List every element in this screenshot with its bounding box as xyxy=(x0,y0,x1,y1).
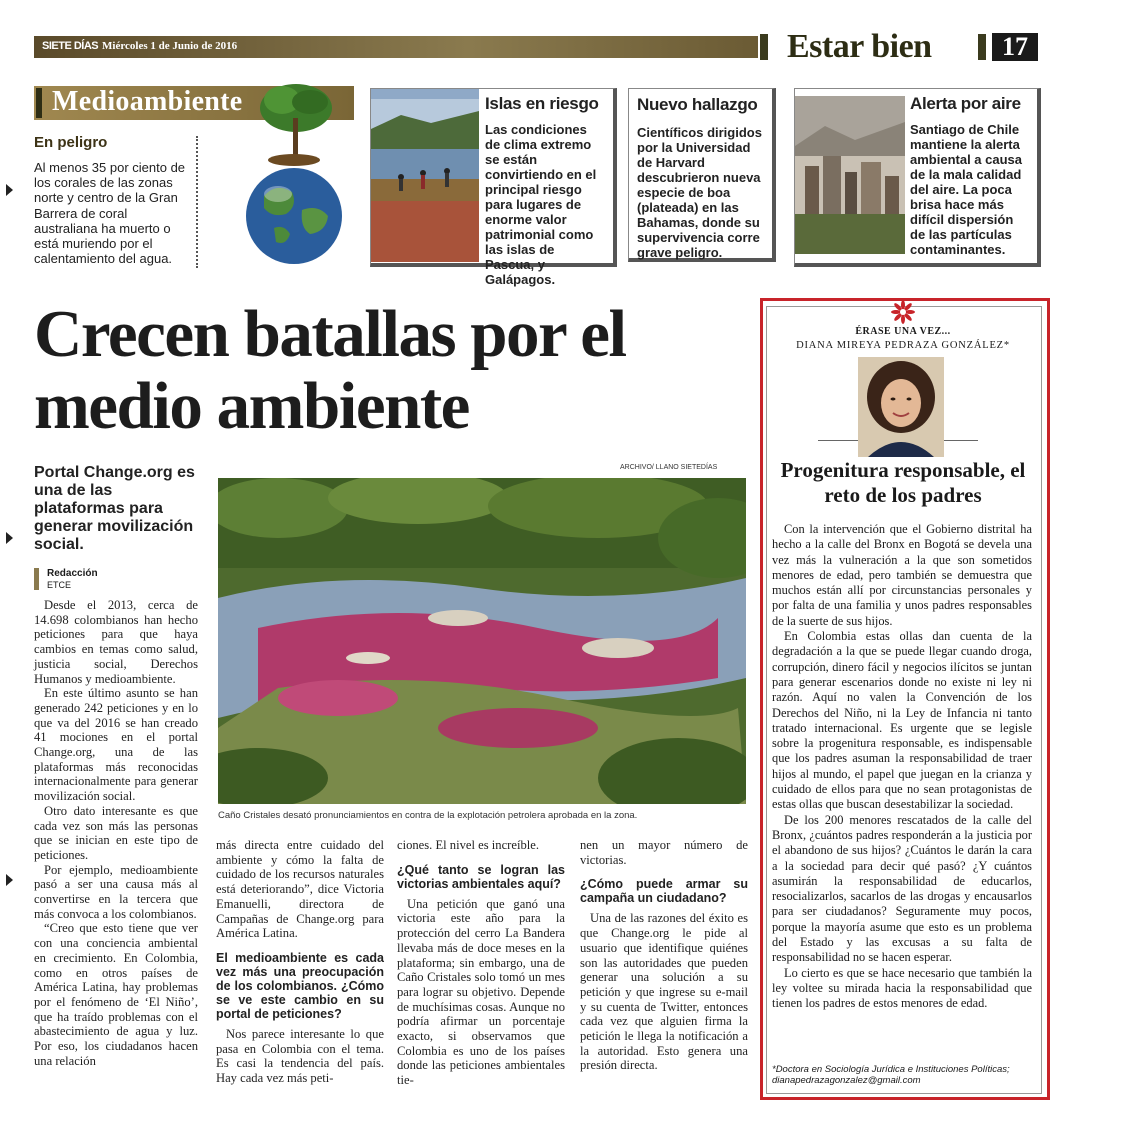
paragraph: Una de las razones del éxito es que Change.org le pide al usuario que identifique quiénes son las autoridades que pueden generar una solución a su petición y que ingrese su e-mail y su cuenta de Twitter, entonces cada vez que alguien firma la petición le llega la notificación a la autoridad. Esto genera una presión directa. xyxy=(580,911,748,1073)
environment-banner-marker xyxy=(36,88,42,118)
photo-caption: Caño Cristales desató pronunciamientos en contra de la explotación petrolera aprobada en la zona. xyxy=(218,810,638,821)
brand-logo: SIETE DÍAS xyxy=(42,40,99,52)
teaser-hallazgo-body: Científicos dirigidos por la Universidad de Harvard descubrieron nueva especie de boa (plateada) en las Bahamas, donde su supervivencia corre grave peligro. xyxy=(637,125,762,260)
left-arrow-icon xyxy=(6,874,13,886)
paragraph: Por ejemplo, medioambiente pasó a ser una causa más al convertirse en la tercera que más convoca a los colombianos. xyxy=(34,862,198,921)
paragraph: En Colombia estas ollas dan cuenta de la degradación a la que se puede llegar cuando droga, corrupción, dinero fácil y negocios ilícitos se juntan para generar escenarios donde no existe ni ley ni razón. Aquí no valen la Convención de los Derechos del Niño, ni la Ley de Infancia ni tanto tratado internacional. Es urgente que se legisle sobre la progenitura responsable, es indispensable que los padres asuman la responsabilidad de traer hijos al mundo, el papel que juegan en la crianza y cuidado de ellos para que no sean protagonistas de estas ollas que buscan desestabilizar la sociedad. xyxy=(772,629,1032,812)
paragraph: ciones. El nivel es increíble. xyxy=(397,838,539,852)
paragraph: “Creo que esto tiene que ver con una conciencia ambiental en crecimiento. En Colombia, como en otros países de América Latina, hay problemas por el fenómeno de ‘El Niño’, que ha traído problemas con el abastecimiento de agua y luz. Por eso, los ciudadanos hacen una relación xyxy=(34,921,198,1068)
paragraph: nen un mayor número de victorias. xyxy=(580,838,748,867)
author-portrait xyxy=(858,357,944,457)
teaser-hallazgo-title: Nuevo hallazgo xyxy=(637,95,758,114)
lead-body: Al menos 35 por ciento de los corales de las zonas norte y centro de la Gran Barrera de coral australiana ha muerto o está muriendo por el calentamiento del agua. xyxy=(34,160,186,267)
paragraph: Otro dato interesante es que cada vez son más las personas que se inician en este tipo de peticiones. xyxy=(34,803,198,862)
teaser-aire-text xyxy=(910,94,1030,257)
photo-credit: ARCHIVO/ LLANO SIETEDÍAS xyxy=(620,464,718,471)
teaser-hallazgo xyxy=(628,88,776,262)
left-arrow-icon xyxy=(6,532,13,544)
deck: Portal Change.org es una de las plataformas para generar movilización social. xyxy=(34,464,195,553)
paragraph: Desde el 2013, cerca de 14.698 colombianos han hecho peticiones para que haya cambios en temas como salud, justicia social, Derechos Humanos y medioambiente. xyxy=(34,598,198,686)
lead-heading: En peligro xyxy=(34,134,108,151)
paragraph: más directa entre cuidado del ambiente y cómo la falta de cuidado de los recursos naturales está deteriorando”, dice Victoria Emanuelli, directora de Campañas de Change.org para América Latina. xyxy=(216,838,384,941)
issue-date: Miércoles 1 de Junio de 2016 xyxy=(102,40,238,52)
teaser-aire-body: Santiago de Chile mantiene la alerta ambiental a causa de la mala calidad del aire. La poca brisa hace más difícil dispersión de las partículas contaminantes. xyxy=(910,122,1022,257)
globe-tree-illustration xyxy=(244,78,342,266)
interview-question: ¿Cómo puede armar su campaña un ciudadano? xyxy=(580,877,748,906)
author-email: dianapedrazagonzalez@gmail.com xyxy=(772,1075,921,1086)
teaser-aire-title: Alerta por aire xyxy=(910,94,1021,113)
interview-question: ¿Qué tanto se logran las victorias ambientales aquí? xyxy=(397,862,565,891)
teaser-islas-title: Islas en riesgo xyxy=(485,94,599,113)
opinion-author: DIANA MIREYA PEDRAZA GONZÁLEZ* xyxy=(796,340,1010,351)
article-column-2 xyxy=(216,838,384,1086)
cano-cristales-photo xyxy=(218,478,746,804)
teaser-islas-body: Las condiciones de clima extremo se están convirtiendo en el principal riesgo para lugares de enorme valor patrimonial como las islas de Pascua, y Galápagos. xyxy=(485,122,597,287)
opinion-title: Progenitura responsable, el reto de los padres xyxy=(780,458,1026,507)
teaser-islas-text xyxy=(485,94,605,287)
section-title: Estar bien xyxy=(787,28,932,65)
left-arrow-icon xyxy=(6,184,13,196)
paragraph: Lo cierto es que se hace necesario que también la ley voltee su mirada hacia la responsabilidad que tienen los padres de estos menores de edad. xyxy=(772,965,1032,1011)
byline-marker xyxy=(34,568,39,590)
paragraph: Una petición que ganó una victoria este año para la protección del cerro La Bandera llevaba más de doce meses en la plataforma; sin embargo, una de Caño Cristales solo tomó un mes para lograr su objetivo. Depende de muchísimas cosas. Aunque no podría afirmar un porcentaje exacto, si observamos que Colombia es uno de los países donde las peticiones ambientales tie- xyxy=(397,896,565,1088)
opinion-body xyxy=(772,522,1032,1012)
dotted-divider xyxy=(196,136,198,268)
page-number: 17 xyxy=(992,33,1038,61)
byline-role: Redacción xyxy=(47,568,98,579)
article-column-4 xyxy=(580,838,748,1073)
opinion-footnote xyxy=(772,1064,1032,1086)
islas-photo xyxy=(371,89,479,262)
headline: Crecen batallas por el medio ambiente xyxy=(34,297,626,443)
opinion-kicker: ÉRASE UNA VEZ... xyxy=(855,326,951,337)
paragraph: En este último asunto se han generado 242 peticiones y en lo que va del 2016 se han creado 41 mociones en el portal Change.org, una de las plataformas más reconocidas internacionalmente para generar movilización social. xyxy=(34,686,198,804)
flower-icon xyxy=(891,300,915,324)
interview-question: El medioambiente es cada vez más una preocupación de los colombianos. ¿Cómo se ve este cambio en su portal de peticiones? xyxy=(216,950,384,1021)
page-marker xyxy=(978,34,986,60)
footnote-credentials: *Doctora en Sociología Jurídica e Instituciones Políticas; xyxy=(772,1064,1010,1075)
byline-agency: ETCE xyxy=(47,580,72,590)
section-marker xyxy=(760,34,768,60)
article-column-3 xyxy=(397,838,565,1088)
paragraph: De los 200 menores rescatados de la calle del Bronx, ¿cuántos padres responderán a la justicia por el abandono de sus hijos? ¿Cuántos le darán la cara a la sociedad para decir qué pasó? ¿Y cuántos asumirán la responsabilidad de educarlos, resocializarlos, sacarlos de las drogas y encausarlos para ser ciudadanos? Seguramente muy pocos, porque la mayoría asume que esto es un problema del Estado y las excusas a su falta de responsabilidad no se hacen esperar. xyxy=(772,812,1032,965)
paragraph: Con la intervención que el Gobierno distrital ha hecho a la calle del Bronx en Bogotá se devela una vez más la vulneración a la que son sometidos menores de edad, pero también se demuestra que muchos están allí por circunstancias personales y por falta de una familia y unos padres responsables de la suerte de sus hijos. xyxy=(772,522,1032,628)
santiago-photo xyxy=(795,96,905,254)
environment-title: Medioambiente xyxy=(52,86,243,117)
article-column-1 xyxy=(34,598,198,1069)
paragraph: Nos parece interesante lo que pasa en Colombia con el tema. Es casi la tendencia del país. Hay cada vez más peti- xyxy=(216,1026,384,1086)
